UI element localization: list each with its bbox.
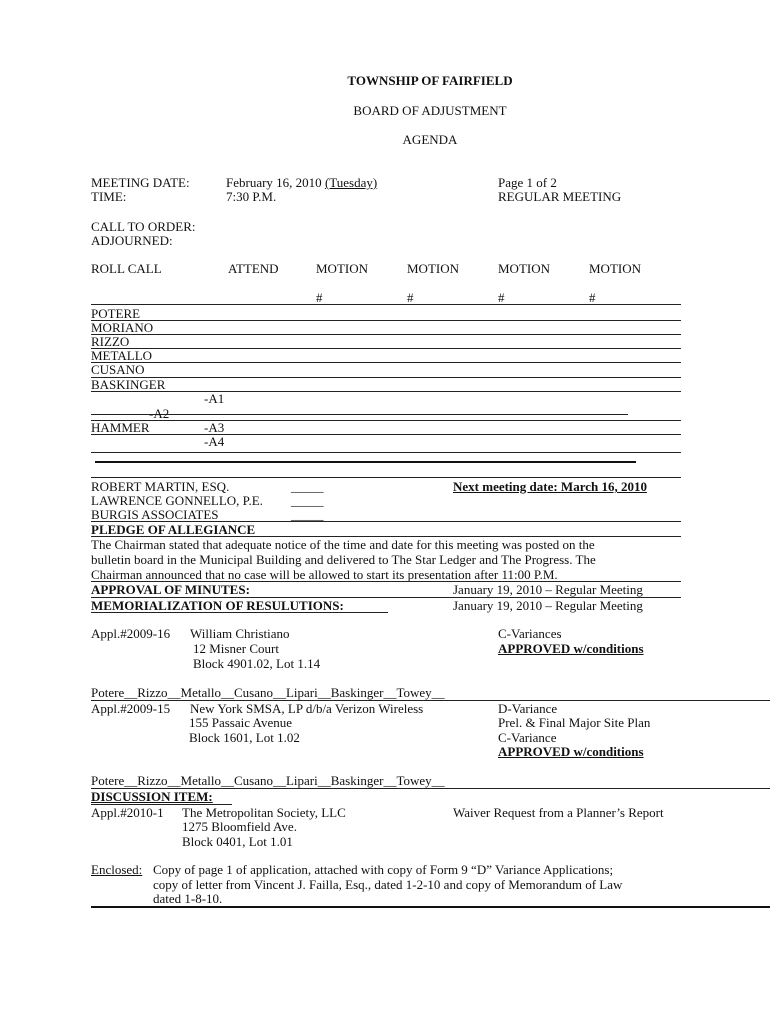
row-line — [91, 414, 628, 415]
attorney-name: ROBERT MARTIN, ESQ. — [91, 479, 230, 494]
roll-call-header: ROLL CALL — [91, 261, 162, 276]
notice-line-3: Chairman announced that no case will be allowed to start its presentation after 11:00 P.M. — [91, 567, 558, 582]
time-value: 7:30 P.M. — [226, 189, 277, 204]
section-divider — [95, 461, 636, 463]
label-underline — [91, 612, 388, 613]
row-line — [91, 348, 681, 349]
board-title: BOARD OF ADJUSTMENT — [353, 103, 507, 118]
appl1-type: C-Variances — [498, 626, 562, 641]
approval-minutes-label: APPROVAL OF MINUTES: — [91, 582, 250, 597]
call-to-order: CALL TO ORDER: — [91, 219, 196, 234]
motion-hash-3: # — [498, 290, 505, 305]
bottom-rule — [91, 906, 770, 908]
motion-header-1: MOTION — [316, 261, 368, 276]
pledge-title: PLEDGE OF ALLEGIANCE — [91, 522, 256, 537]
appl2-address: 155 Passaic Avenue — [189, 715, 293, 730]
meeting-type: REGULAR MEETING — [498, 189, 622, 204]
motion-header-3: MOTION — [498, 261, 550, 276]
appl2-name: New York SMSA, LP d/b/a Verizon Wireless — [190, 701, 424, 716]
roll-name: MORIANO — [91, 320, 154, 335]
page-number: Page 1 of 2 — [498, 175, 557, 190]
alternate-a4: -A4 — [204, 434, 225, 449]
row-line — [91, 334, 681, 335]
next-meeting-date: Next meeting date: March 16, 2010 — [453, 479, 647, 494]
roll-name: RIZZO — [91, 334, 130, 349]
engineer-name: LAWRENCE GONNELLO, P.E. — [91, 493, 263, 508]
discussion-address: 1275 Bloomfield Ave. — [182, 819, 297, 834]
appl1-status: APPROVED w/conditions — [498, 641, 644, 656]
discussion-block: Block 0401, Lot 1.01 — [182, 834, 293, 849]
discussion-title: DISCUSSION ITEM: — [91, 789, 213, 804]
discussion-name: The Metropolitan Society, LLC — [182, 805, 346, 820]
planner-attend-blank: _____ — [291, 507, 324, 522]
enclosed-label: Enclosed: — [91, 862, 143, 877]
vote-line-1: Potere__Rizzo__Metallo__Cusano__Lipari__Baskinger__Towey__ — [91, 685, 445, 700]
meeting-date-value: February 16, 2010 (Tuesday) — [226, 175, 378, 190]
time-label: TIME: — [91, 189, 127, 204]
appl2-type3: C-Variance — [498, 730, 557, 745]
township-title: TOWNSHIP OF FAIRFIELD — [347, 73, 513, 88]
roll-name: BASKINGER — [91, 377, 166, 392]
motion-header-4: MOTION — [589, 261, 641, 276]
appl2-number: Appl.#2009-15 — [91, 701, 171, 716]
row-line — [91, 377, 681, 378]
enclosed-line-1: Copy of page 1 of application, attached with copy of Form 9 “D” Variance Applications; — [153, 862, 614, 877]
motion-header-2: MOTION — [407, 261, 459, 276]
row-line — [91, 362, 681, 363]
roll-name: POTERE — [91, 306, 141, 321]
motion-hash-2: # — [407, 290, 414, 305]
appl2-block: Block 1601, Lot 1.02 — [189, 730, 300, 745]
appl1-name: William Christiano — [190, 626, 290, 641]
appl1-number: Appl.#2009-16 — [91, 626, 171, 641]
alternate-a2: -A2 — [149, 406, 170, 421]
row-line — [91, 320, 681, 321]
row-line — [91, 452, 681, 453]
memorialization-value: January 19, 2010 – Regular Meeting — [453, 598, 643, 613]
alternate-a1: -A1 — [204, 391, 225, 406]
alternate-a3: -A3 — [204, 420, 225, 435]
discussion-number: Appl.#2010-1 — [91, 805, 164, 820]
roll-name-hammer: HAMMER — [91, 420, 150, 435]
roll-name: METALLO — [91, 348, 153, 363]
attend-header: ATTEND — [228, 261, 279, 276]
appl2-status: APPROVED w/conditions — [498, 744, 644, 759]
discussion-request: Waiver Request from a Planner’s Report — [453, 805, 664, 820]
row-line — [91, 434, 681, 435]
approval-minutes-value: January 19, 2010 – Regular Meeting — [453, 582, 643, 597]
agenda-title: AGENDA — [402, 132, 458, 147]
appl2-type2: Prel. & Final Major Site Plan — [498, 715, 651, 730]
planner-name: BURGIS ASSOCIATES — [91, 507, 219, 522]
notice-line-2: bulletin board in the Municipal Building and delivered to The Star Ledger and The Progress. The — [91, 552, 596, 567]
notice-line-1: The Chairman stated that adequate notice of the time and date for this meeting was posted on the — [91, 537, 595, 552]
meeting-date-label: MEETING DATE: — [91, 175, 190, 190]
row-line — [91, 477, 681, 478]
enclosed-line-3: dated 1-8-10. — [153, 891, 223, 906]
meeting-day: (Tuesday) — [324, 175, 378, 190]
row-line — [91, 391, 681, 392]
engineer-attend-blank: _____ — [291, 493, 324, 508]
attorney-attend-blank: _____ — [291, 479, 324, 494]
roll-divider — [91, 304, 681, 305]
appl1-address: 12 Misner Court — [193, 641, 279, 656]
adjourned: ADJOURNED: — [91, 233, 173, 248]
memorialization-label: MEMORIALIZATION OF RESULUTIONS: — [91, 598, 344, 613]
enclosed-line-2: copy of letter from Vincent J. Failla, Esq., dated 1-2-10 and copy of Memorandum of Law — [153, 877, 623, 892]
appl1-block: Block 4901.02, Lot 1.14 — [193, 656, 321, 671]
appl2-type1: D-Variance — [498, 701, 558, 716]
motion-hash-4: # — [589, 290, 596, 305]
roll-name: CUSANO — [91, 362, 145, 377]
motion-hash-1: # — [316, 290, 323, 305]
row-line — [91, 420, 681, 421]
vote-line-2: Potere__Rizzo__Metallo__Cusano__Lipari__Baskinger__Towey__ — [91, 773, 445, 788]
